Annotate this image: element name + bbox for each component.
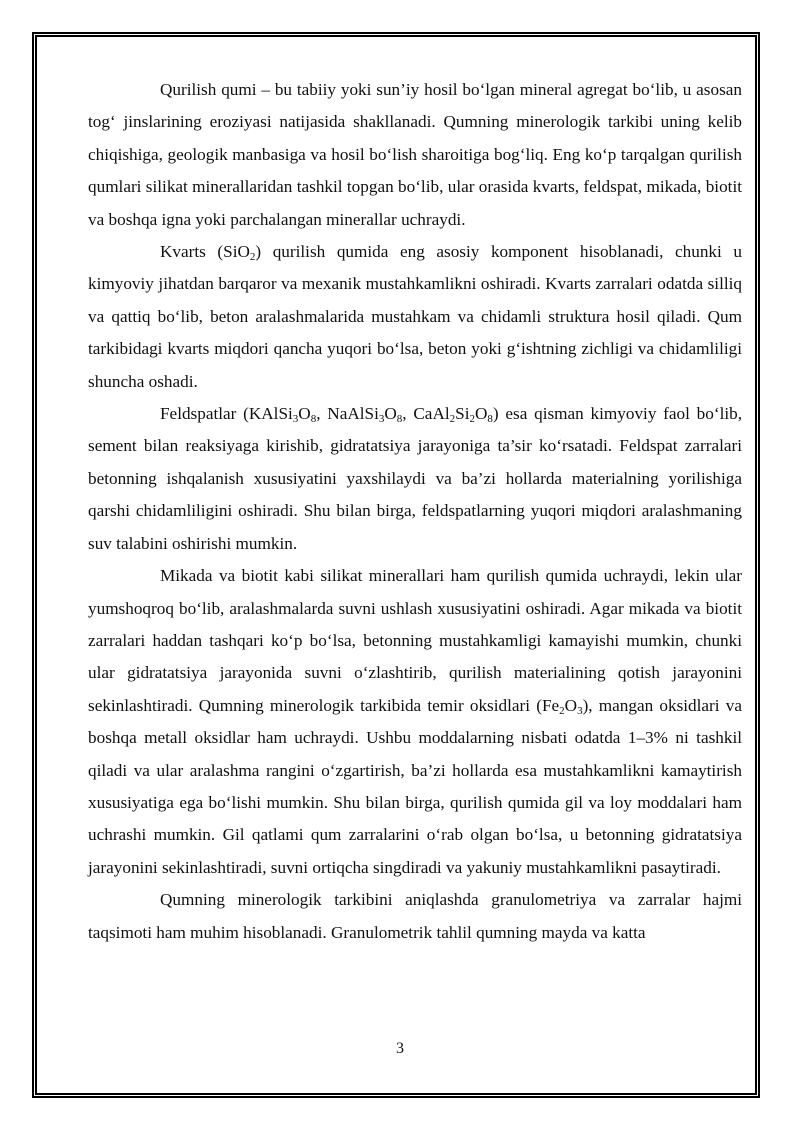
paragraph-2 (88, 236, 742, 398)
paragraph-3-text-c: , NaAlSi (316, 404, 379, 424)
subscript: 2 (559, 704, 565, 717)
page-number: 3 (396, 1040, 404, 1057)
paragraph-3-text-f: Si (455, 404, 470, 424)
paragraph-3-text-d: O (384, 404, 397, 424)
subscript: 3 (378, 413, 385, 426)
subscript: 2 (449, 413, 456, 426)
paragraph-3-text-h: ) esa qisman kimyoviy faol bo‘lib, sement bilan reaksiyaga kirishib, gidratatsiya jarayoniga ta’sir ko‘rsatadi. Feldspat zarralari betonning ishqalanish xususiyatini yaxshilaydi va ba’zi hollarda materialning yorilishiga qarshi chidamliligini oshiradi. Shu bilan birga, feldspatlarning yuqori miqdori aralashmaning suv talabini oshirishi mumkin. (88, 404, 743, 553)
paragraph-4-text-b: O (564, 695, 578, 715)
subscript: 3 (577, 704, 583, 717)
paragraph-3-text-g: O (474, 404, 488, 424)
paragraph-3-text-a: Feldspatlar (KAlSi (160, 404, 293, 424)
paragraph-3-text-e: , CaAl (402, 404, 450, 424)
paragraph-4-text-a: Mikada va biotit kabi silikat minerallari ham qurilish qumida uchraydi, lekin ular yumshoqroq bo‘lib, aralashmalarda suvni ushlash xususiyatini oshiradi. Agar mikada va biotit zarralari haddan tashqari ko‘p bo‘lsa, betonning mustahkamligi kamayishi mumkin, chunki ular gidratatsiya jarayonida suvni o‘zlashtirib, qurilish materialining qotish jarayonini sekinlashtiradi. Qumning minerologik tarkibida temir oksidlari (Fe (88, 566, 742, 715)
paragraph-3 (88, 398, 742, 560)
paragraph-2-text-b: ) qurilish qumida eng asosiy komponent hisoblanadi, chunki u kimyoviy jihatdan barqaror va mexanik mustahkamlikni oshiradi. Kvarts zarralari odatda silliq va qattiq bo‘lib, beton aralashmalarida mustahkam va chidamli struktura hosil qiladi. Qum tarkibidagi kvarts miqdori qancha yuqori bo‘lsa, beton yoki g‘ishtning zichligi va chidamliligi shuncha oshadi. (88, 242, 742, 391)
subscript: 2 (249, 251, 256, 264)
subscript: 8 (310, 413, 317, 426)
subscript: 8 (487, 413, 493, 426)
paragraph-2-text-a: Kvarts (SiO (160, 242, 250, 262)
document-body (88, 74, 742, 949)
paragraph-4-text-c: ), mangan oksidlari va boshqa metall oksidlar ham uchraydi. Ushbu moddalarning nisbati odatda 1–3% ni tashkil qiladi va ular aralashma rangini o‘zgartirish, ba’zi hollarda esa mustahkamlikni kamaytirish xususiyatiga ega bo‘lishi mumkin. Shu bilan birga, qurilish qumida gil va loy moddalari ham uchrashi mumkin. Gil qatlami qum zarralarini o‘rab olgan bo‘lsa, u betonning gidratatsiya jarayonini sekinlashtiradi, suvni ortiqcha singdiradi va yakuniy mustahkamlikni pasaytiradi. (88, 695, 742, 877)
paragraph-1: Qurilish qumi – bu tabiiy yoki sun’iy hosil bo‘lgan mineral agregat bo‘lib, u asosan tog‘ jinslarining eroziyasi natijasida shakllanadi. Qumning minerologik tarkibi uning kelib chiqishiga, geologik manbasiga va hosil bo‘lish sharoitiga bog‘liq. Eng ko‘p tarqalgan qurilish qumlari silikat minerallaridan tashkil topgan bo‘lib, ular orasida kvarts, feldspat, mikada, biotit va boshqa igna yoki parchalangan minerallar uchraydi. (88, 80, 742, 229)
paragraph-4 (88, 560, 742, 884)
subscript: 2 (469, 413, 475, 426)
subscript: 3 (292, 413, 299, 426)
paragraph-5: Qumning minerologik tarkibini aniqlashda granulometriya va zarralar hajmi taqsimoti ham muhim hisoblanadi. Granulometrik tahlil qumning mayda va katta (88, 890, 742, 942)
subscript: 8 (396, 413, 403, 426)
paragraph-3-text-b: O (298, 404, 311, 424)
